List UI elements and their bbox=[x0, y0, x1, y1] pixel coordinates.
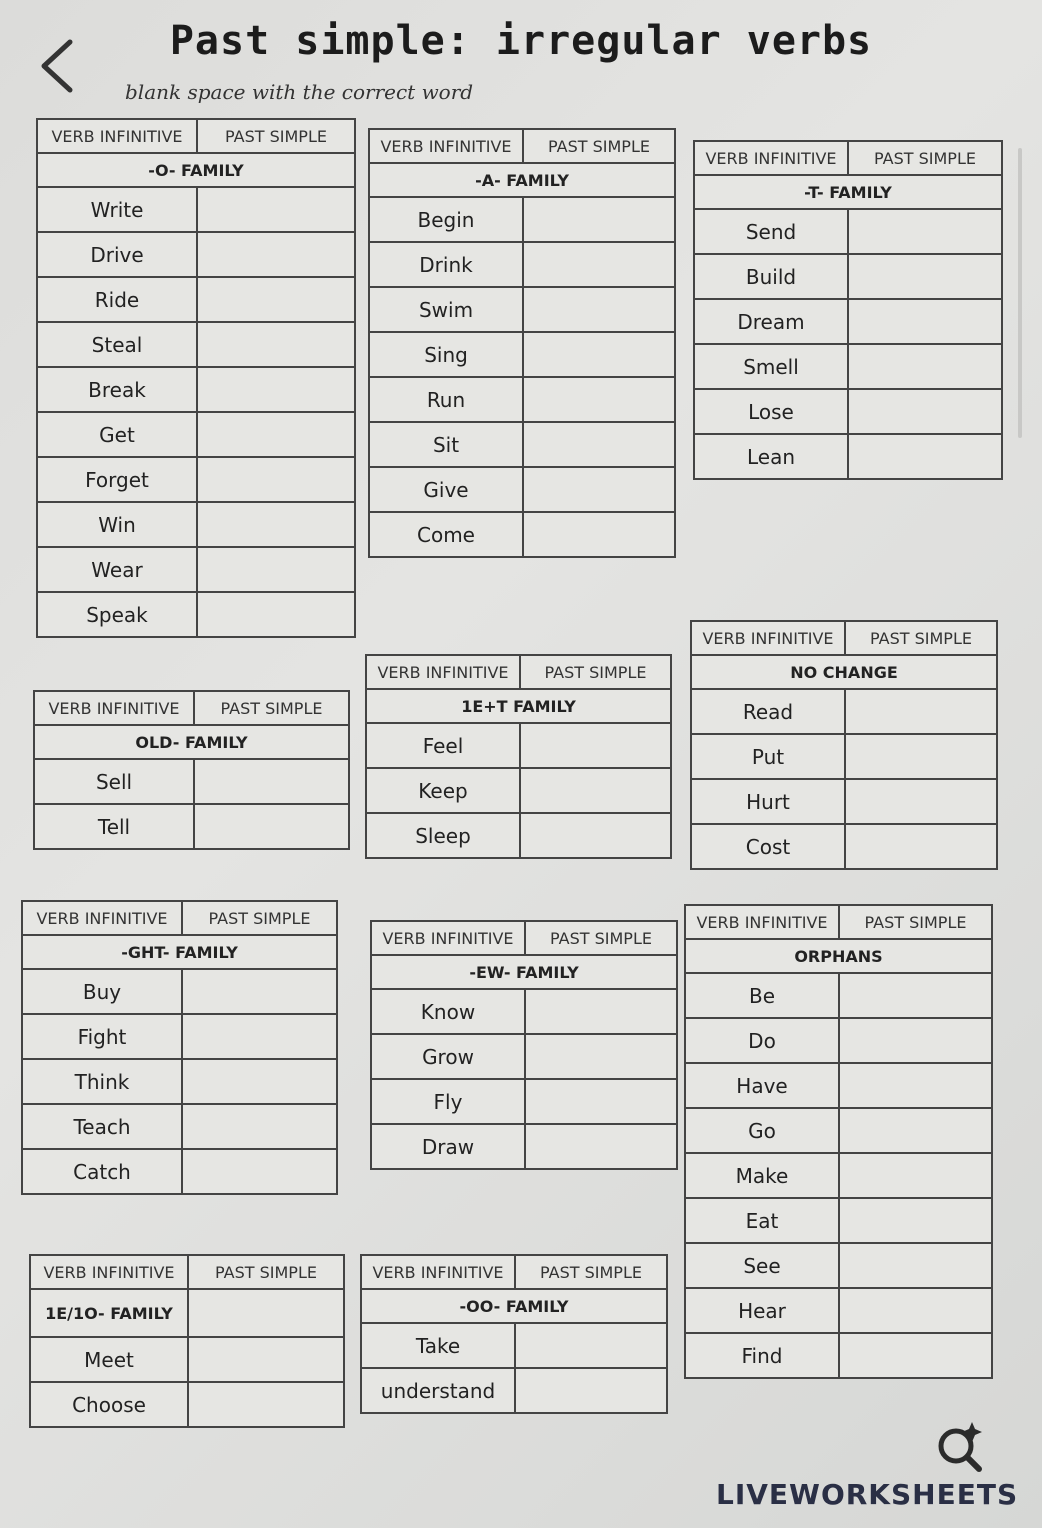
table-row bbox=[38, 548, 354, 593]
table-ew-family bbox=[370, 920, 678, 1170]
answer-input[interactable] bbox=[524, 333, 674, 376]
answer-input[interactable] bbox=[183, 970, 336, 1013]
header-verb-infinitive: VERB INFINITIVE bbox=[38, 120, 198, 152]
verb-infinitive: Ride bbox=[38, 278, 198, 321]
verb-infinitive: Smell bbox=[695, 345, 849, 388]
family-label: 1E/1O- FAMILY bbox=[31, 1290, 189, 1336]
header-verb-infinitive: VERB INFINITIVE bbox=[31, 1256, 189, 1288]
verb-infinitive: Fight bbox=[23, 1015, 183, 1058]
header-past-simple: PAST SIMPLE bbox=[225, 126, 327, 146]
table-row bbox=[38, 458, 354, 503]
verb-infinitive: understand bbox=[362, 1369, 516, 1412]
header-past-simple: PAST SIMPLE bbox=[864, 912, 967, 932]
table-header bbox=[370, 130, 674, 164]
table-row bbox=[23, 1060, 336, 1105]
family-label: -GHT- FAMILY bbox=[23, 936, 336, 970]
header-past-simple: PAST SIMPLE bbox=[870, 628, 972, 648]
table-header bbox=[692, 622, 996, 656]
verb-infinitive: Do bbox=[686, 1019, 840, 1062]
answer-input[interactable] bbox=[198, 233, 354, 276]
answer-input[interactable] bbox=[840, 1154, 991, 1197]
answer-input[interactable] bbox=[198, 278, 354, 321]
verb-infinitive: Begin bbox=[370, 198, 524, 241]
verb-infinitive: Think bbox=[23, 1060, 183, 1103]
table-header bbox=[686, 906, 991, 940]
table-a-family bbox=[368, 128, 676, 558]
header-verb-infinitive: VERB INFINITIVE bbox=[370, 130, 524, 162]
answer-input[interactable] bbox=[198, 413, 354, 456]
verb-infinitive: Read bbox=[692, 690, 846, 733]
table-row bbox=[370, 378, 674, 423]
answer-input[interactable] bbox=[198, 458, 354, 501]
table-row bbox=[692, 780, 996, 825]
family-label: -O- FAMILY bbox=[38, 154, 354, 188]
answer-input[interactable] bbox=[198, 548, 354, 591]
verb-infinitive: Lose bbox=[695, 390, 849, 433]
family-row bbox=[31, 1290, 343, 1338]
header-verb-infinitive: VERB INFINITIVE bbox=[692, 622, 846, 654]
table-row bbox=[370, 288, 674, 333]
family-label: -A- FAMILY bbox=[370, 164, 674, 198]
table-row bbox=[23, 1105, 336, 1150]
family-label: -T- FAMILY bbox=[695, 176, 1001, 210]
header-past-simple: PAST SIMPLE bbox=[544, 662, 647, 682]
family-label: -EW- FAMILY bbox=[372, 956, 676, 990]
header-verb-infinitive: VERB INFINITIVE bbox=[695, 142, 849, 174]
table-row bbox=[686, 1154, 991, 1199]
header-verb-infinitive: VERB INFINITIVE bbox=[23, 902, 183, 934]
header-past-simple: PAST SIMPLE bbox=[548, 136, 650, 156]
header-past-simple: PAST SIMPLE bbox=[874, 148, 976, 168]
verb-infinitive: Find bbox=[686, 1334, 840, 1377]
table-row bbox=[38, 278, 354, 323]
table-header bbox=[23, 902, 336, 936]
answer-input[interactable] bbox=[189, 1338, 343, 1381]
answer-input[interactable] bbox=[840, 974, 991, 1017]
table-row bbox=[38, 188, 354, 233]
table-row bbox=[38, 503, 354, 548]
answer-input[interactable] bbox=[840, 1019, 991, 1062]
header-verb-infinitive: VERB INFINITIVE bbox=[367, 656, 521, 688]
table-row bbox=[686, 1244, 991, 1289]
table-row bbox=[35, 805, 348, 848]
answer-input[interactable] bbox=[840, 1289, 991, 1332]
verb-infinitive: Buy bbox=[23, 970, 183, 1013]
verb-infinitive: Know bbox=[372, 990, 526, 1033]
answer-input[interactable] bbox=[524, 468, 674, 511]
verb-infinitive: Draw bbox=[372, 1125, 526, 1168]
answer-input[interactable] bbox=[526, 1080, 676, 1123]
family-label: ORPHANS bbox=[686, 940, 991, 974]
answer-input[interactable] bbox=[524, 423, 674, 466]
family-label: 1E+T FAMILY bbox=[367, 690, 670, 724]
answer-input[interactable] bbox=[189, 1383, 343, 1426]
verb-infinitive: Win bbox=[38, 503, 198, 546]
answer-input[interactable] bbox=[849, 255, 1001, 298]
verb-infinitive: Choose bbox=[31, 1383, 189, 1426]
table-row bbox=[372, 1125, 676, 1168]
table-ght-family bbox=[21, 900, 338, 1195]
answer-input[interactable] bbox=[521, 814, 670, 857]
verb-infinitive: Tell bbox=[35, 805, 195, 848]
verb-infinitive: Run bbox=[370, 378, 524, 421]
answer-input[interactable] bbox=[849, 435, 1001, 478]
header-verb-infinitive: VERB INFINITIVE bbox=[35, 692, 195, 724]
answer-input[interactable] bbox=[183, 1015, 336, 1058]
verb-infinitive: Put bbox=[692, 735, 846, 778]
verb-infinitive: Get bbox=[38, 413, 198, 456]
table-no-change bbox=[690, 620, 998, 870]
table-row bbox=[695, 300, 1001, 345]
table-row bbox=[372, 990, 676, 1035]
header-past-simple: PAST SIMPLE bbox=[215, 1262, 317, 1282]
answer-input[interactable] bbox=[198, 188, 354, 231]
table-row bbox=[362, 1324, 666, 1369]
table-row bbox=[692, 735, 996, 780]
answer-input[interactable] bbox=[840, 1244, 991, 1287]
table-o-family bbox=[36, 118, 356, 638]
table-1e-t-family bbox=[365, 654, 672, 859]
answer-input[interactable] bbox=[183, 1150, 336, 1193]
answer-input[interactable] bbox=[846, 825, 996, 868]
table-row bbox=[31, 1383, 343, 1426]
verb-infinitive: Forget bbox=[38, 458, 198, 501]
verb-infinitive: Write bbox=[38, 188, 198, 231]
answer-input[interactable] bbox=[521, 769, 670, 812]
verb-infinitive: Give bbox=[370, 468, 524, 511]
answer-input[interactable] bbox=[849, 210, 1001, 253]
verb-infinitive: Steal bbox=[38, 323, 198, 366]
verb-infinitive: Speak bbox=[38, 593, 198, 636]
table-header bbox=[31, 1256, 343, 1290]
verb-infinitive: Break bbox=[38, 368, 198, 411]
answer-input[interactable] bbox=[198, 503, 354, 546]
verb-infinitive: Eat bbox=[686, 1199, 840, 1242]
table-row bbox=[367, 814, 670, 857]
verb-infinitive: Catch bbox=[23, 1150, 183, 1193]
table-row bbox=[686, 1064, 991, 1109]
verb-infinitive: Send bbox=[695, 210, 849, 253]
scrollbar[interactable] bbox=[1018, 148, 1022, 438]
table-row bbox=[695, 255, 1001, 300]
verb-infinitive: See bbox=[686, 1244, 840, 1287]
table-row bbox=[370, 243, 674, 288]
verb-infinitive: Build bbox=[695, 255, 849, 298]
verb-infinitive: Drink bbox=[370, 243, 524, 286]
answer-input[interactable] bbox=[195, 805, 348, 848]
answer-input[interactable] bbox=[524, 378, 674, 421]
verb-infinitive: Make bbox=[686, 1154, 840, 1197]
instructions: blank space with the correct word bbox=[125, 80, 474, 104]
table-row bbox=[23, 1015, 336, 1060]
answer-input[interactable] bbox=[526, 1035, 676, 1078]
verb-infinitive: Grow bbox=[372, 1035, 526, 1078]
verb-infinitive: Sit bbox=[370, 423, 524, 466]
table-row bbox=[372, 1080, 676, 1125]
table-header bbox=[362, 1256, 666, 1290]
answer-input[interactable] bbox=[840, 1334, 991, 1377]
table-row bbox=[362, 1369, 666, 1412]
table-row bbox=[38, 413, 354, 458]
verb-infinitive: Keep bbox=[367, 769, 521, 812]
table-row bbox=[695, 210, 1001, 255]
verb-infinitive: Come bbox=[370, 513, 524, 556]
table-row bbox=[38, 593, 354, 636]
header-verb-infinitive: VERB INFINITIVE bbox=[372, 922, 526, 954]
family-label: OLD- FAMILY bbox=[35, 726, 348, 760]
answer-input[interactable] bbox=[183, 1105, 336, 1148]
header-past-simple: PAST SIMPLE bbox=[550, 928, 652, 948]
answer-input[interactable] bbox=[846, 690, 996, 733]
table-row bbox=[686, 1289, 991, 1334]
family-label: NO CHANGE bbox=[692, 656, 996, 690]
table-row bbox=[372, 1035, 676, 1080]
table-row bbox=[695, 390, 1001, 435]
table-row bbox=[695, 435, 1001, 478]
table-row bbox=[31, 1338, 343, 1383]
table-row bbox=[23, 1150, 336, 1193]
answer-input[interactable] bbox=[846, 780, 996, 823]
answer-input[interactable] bbox=[198, 593, 354, 636]
table-header bbox=[38, 120, 354, 154]
answer-input[interactable] bbox=[840, 1109, 991, 1152]
header-past-simple: PAST SIMPLE bbox=[208, 908, 311, 928]
answer-input[interactable] bbox=[526, 1125, 676, 1168]
answer-input[interactable] bbox=[849, 300, 1001, 343]
table-row bbox=[23, 970, 336, 1015]
table-row bbox=[370, 468, 674, 513]
table-row bbox=[367, 769, 670, 814]
verb-infinitive: Cost bbox=[692, 825, 846, 868]
answer-input[interactable] bbox=[198, 368, 354, 411]
table-row bbox=[38, 323, 354, 368]
brand-logo: LIVEWORKSHEETS bbox=[716, 1478, 1019, 1511]
table-orphans bbox=[684, 904, 993, 1379]
table-row bbox=[686, 1109, 991, 1154]
table-old-family bbox=[33, 690, 350, 850]
header-past-simple: PAST SIMPLE bbox=[220, 698, 323, 718]
answer-input[interactable] bbox=[198, 323, 354, 366]
verb-infinitive: Sing bbox=[370, 333, 524, 376]
search-sparkle-icon[interactable] bbox=[932, 1418, 988, 1474]
answer-input[interactable] bbox=[846, 735, 996, 778]
table-row bbox=[686, 1019, 991, 1064]
table-header bbox=[35, 692, 348, 726]
verb-infinitive: Dream bbox=[695, 300, 849, 343]
verb-infinitive: Have bbox=[686, 1064, 840, 1107]
verb-infinitive: Wear bbox=[38, 548, 198, 591]
answer-input[interactable] bbox=[524, 198, 674, 241]
answer-input[interactable] bbox=[516, 1324, 666, 1367]
header-verb-infinitive: VERB INFINITIVE bbox=[362, 1256, 516, 1288]
table-row bbox=[692, 825, 996, 868]
table-row bbox=[686, 974, 991, 1019]
header-verb-infinitive: VERB INFINITIVE bbox=[686, 906, 840, 938]
verb-infinitive: Swim bbox=[370, 288, 524, 331]
answer-input[interactable] bbox=[524, 513, 674, 556]
answer-input[interactable] bbox=[521, 724, 670, 767]
verb-infinitive: Be bbox=[686, 974, 840, 1017]
answer-input[interactable] bbox=[840, 1199, 991, 1242]
table-header bbox=[367, 656, 670, 690]
answer-input[interactable] bbox=[524, 288, 674, 331]
verb-infinitive: Sleep bbox=[367, 814, 521, 857]
table-oo-family bbox=[360, 1254, 668, 1414]
table-row bbox=[370, 423, 674, 468]
answer-input[interactable] bbox=[524, 243, 674, 286]
verb-infinitive: Lean bbox=[695, 435, 849, 478]
answer-input[interactable] bbox=[526, 990, 676, 1033]
answer-input[interactable] bbox=[516, 1369, 666, 1412]
table-row bbox=[35, 760, 348, 805]
table-row bbox=[370, 198, 674, 243]
table-row bbox=[370, 333, 674, 378]
verb-infinitive: Sell bbox=[35, 760, 195, 803]
answer-input[interactable] bbox=[195, 760, 348, 803]
table-row bbox=[695, 345, 1001, 390]
table-row bbox=[686, 1199, 991, 1244]
verb-infinitive: Go bbox=[686, 1109, 840, 1152]
verb-infinitive: Drive bbox=[38, 233, 198, 276]
family-label: -OO- FAMILY bbox=[362, 1290, 666, 1324]
verb-infinitive: Feel bbox=[367, 724, 521, 767]
table-row bbox=[370, 513, 674, 556]
answer-input[interactable] bbox=[840, 1064, 991, 1107]
answer-input[interactable] bbox=[849, 390, 1001, 433]
table-header bbox=[695, 142, 1001, 176]
answer-input[interactable] bbox=[189, 1290, 343, 1336]
table-row bbox=[692, 690, 996, 735]
verb-infinitive: Hear bbox=[686, 1289, 840, 1332]
table-1e-1o-family bbox=[29, 1254, 345, 1428]
verb-infinitive: Meet bbox=[31, 1338, 189, 1381]
verb-infinitive: Take bbox=[362, 1324, 516, 1367]
verb-infinitive: Hurt bbox=[692, 780, 846, 823]
header-past-simple: PAST SIMPLE bbox=[540, 1262, 642, 1282]
verb-infinitive: Fly bbox=[372, 1080, 526, 1123]
page-title: Past simple: irregular verbs bbox=[169, 18, 873, 64]
answer-input[interactable] bbox=[849, 345, 1001, 388]
table-t-family bbox=[693, 140, 1003, 480]
table-row bbox=[367, 724, 670, 769]
verb-infinitive: Teach bbox=[23, 1105, 183, 1148]
table-header bbox=[372, 922, 676, 956]
table-row bbox=[38, 368, 354, 413]
answer-input[interactable] bbox=[183, 1060, 336, 1103]
table-row bbox=[38, 233, 354, 278]
table-row bbox=[686, 1334, 991, 1377]
